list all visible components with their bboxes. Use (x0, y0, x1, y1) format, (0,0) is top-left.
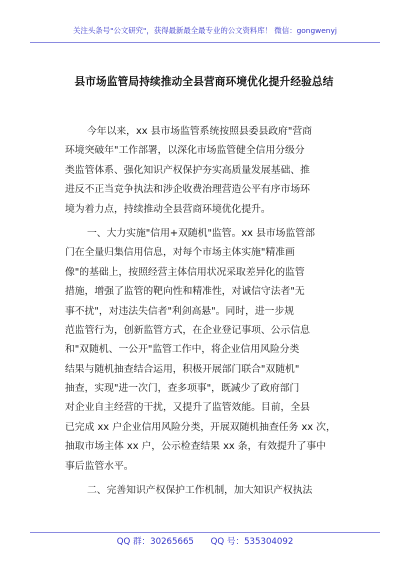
body-text-line: 事后监管水平。 (65, 460, 134, 472)
body-text-line: 措施，增强了监管的靶向性和精准性，对诚信守法者"无 (65, 286, 305, 298)
header-promo-text: 关注头条号"公文研究"，获得最新最全最专业的公文资料库！ 微信：gongwenyj (73, 26, 337, 35)
page-footer (30, 532, 380, 551)
body-text-line: 环境突破年"工作部署，以深化市场监管健全信用分级分 (65, 145, 305, 157)
body-text-line: 像"的基础上，按照经营主体信用状况采取差异化的监管 (65, 266, 305, 278)
page-header (30, 22, 380, 43)
footer-qq-number: QQ 号：535304092 (210, 537, 294, 547)
body-text-line: 和"双随机、一公开"监管工作中，将企业信用风险分类 (65, 344, 300, 356)
body-text-line: 境为着力点，持续推动全县营商环境优化提升。 (65, 203, 271, 215)
body-text-line: 对企业自主经营的干扰，又提升了监管效能。目前，全县 (65, 402, 310, 414)
body-text-line: 一、大力实施"信用+双随机"监管。xx 县市场监管部 (87, 227, 315, 239)
body-text-line: 范监管行为，创新监管方式，在企业登记事项、公示信息 (65, 324, 310, 336)
footer-qq-group: QQ 群：30265665 (116, 537, 194, 547)
body-text-line: 二、完善知识产权保护工作机制，加大知识产权执法 (87, 485, 313, 497)
body-text-line: 今年以来，xx 县市场监管系统按照县委县政府"营商 (87, 126, 312, 137)
body-text-line: 事不扰"，对违法失信者"利剑高悬"。同时，进一步规 (65, 305, 295, 317)
body-text-line: 已完成 xx 户企业信用风险分类，开展双随机抽查任务 xx 次， (65, 421, 336, 433)
body-text-line: 抽查，实现"进一次门，查多项事"，既减少了政府部门 (65, 383, 300, 395)
body-text-line: 门在全量归集信用信息，对每个市场主体实施"精准画 (65, 247, 295, 259)
document-title: 县市场监管局持续推动全县营商环境优化提升经验总结 (74, 76, 334, 88)
body-text-line: 抽取市场主体 xx 户，公示检查结果 xx 条，有效提升了事中 (65, 441, 326, 453)
footer-contact (30, 535, 380, 547)
document-body (65, 122, 345, 500)
body-text-line: 类监管体系、强化知识产权保护夯实高质量发展基础、推 (65, 164, 310, 176)
body-text-line: 结果与随机抽查结合运用，积极开展部门联合"双随机" (65, 363, 300, 375)
body-text-line: 进反不正当竞争执法和涉企收费治理营造公平有序市场环 (65, 184, 310, 196)
